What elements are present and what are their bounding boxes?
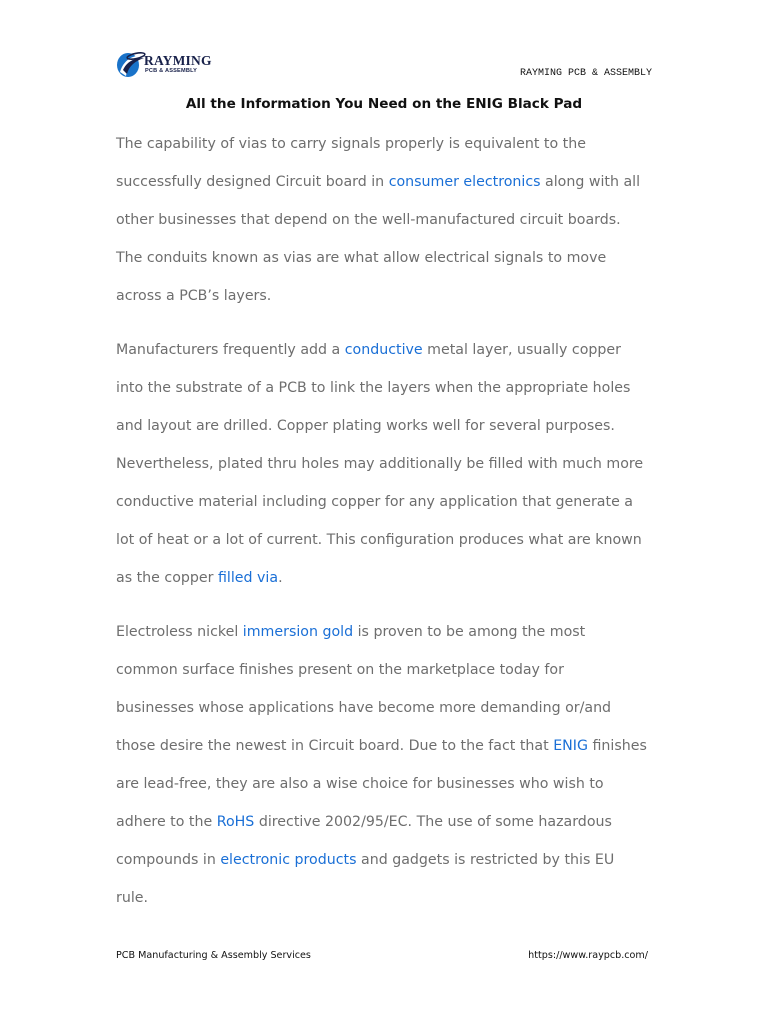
- text-line: [116, 651, 666, 689]
- inline-link[interactable]: consumer electronics: [388, 174, 541, 190]
- text-run: .: [278, 570, 283, 586]
- inline-link[interactable]: RoHS: [216, 814, 255, 830]
- text-run: rule.: [116, 890, 149, 906]
- company-logo: [114, 50, 224, 82]
- text-run: directive 2002/95/EC. The use of some hazardous: [254, 814, 612, 830]
- text-run: lot of heat or a lot of current. This configuration produces what are known: [116, 532, 642, 548]
- footer-services: PCB Manufacturing & Assembly Services: [116, 950, 311, 961]
- text-run: compounds in: [116, 852, 221, 868]
- logo-wordmark: RAYMING: [144, 53, 212, 68]
- text-run: metal layer, usually copper: [422, 342, 621, 358]
- document-title: All the Information You Need on the ENIG Black Pad: [185, 96, 583, 112]
- inline-link[interactable]: ENIG: [553, 738, 588, 754]
- paragraph: [116, 125, 666, 315]
- text-line: [116, 201, 666, 239]
- text-line: [116, 483, 666, 521]
- text-line: [116, 879, 666, 917]
- text-run: along with all: [540, 174, 641, 190]
- document-body: [116, 125, 666, 933]
- text-line: [116, 331, 666, 369]
- text-run: and gadgets is restricted by this EU: [356, 852, 615, 868]
- header-company-name: RAYMING PCB & ASSEMBLY: [519, 68, 652, 79]
- logo-swirl-icon: [114, 50, 148, 80]
- text-line: [116, 407, 666, 445]
- text-run: adhere to the: [116, 814, 217, 830]
- text-run: businesses whose applications have become more demanding or/and: [116, 700, 612, 716]
- text-run: as the copper: [116, 570, 218, 586]
- text-run: those desire the newest in Circuit board. Due to the fact that: [116, 738, 554, 754]
- text-line: [116, 803, 666, 841]
- inline-link[interactable]: electronic products: [220, 852, 357, 868]
- text-line: [116, 277, 666, 315]
- text-run: Manufacturers frequently add a: [116, 342, 345, 358]
- text-line: [116, 613, 666, 651]
- text-line: [116, 163, 666, 201]
- text-run: The conduits known as vias are what allow electrical signals to move: [116, 250, 607, 266]
- paragraph: [116, 613, 666, 917]
- text-run: finishes: [587, 738, 647, 754]
- text-run: across a PCB’s layers.: [116, 288, 272, 304]
- logo-subtitle: PCB & ASSEMBLY: [145, 68, 198, 74]
- text-run: common surface finishes present on the marketplace today for: [116, 662, 564, 678]
- text-run: are lead-free, they are also a wise choice for businesses who wish to: [116, 776, 604, 792]
- inline-link[interactable]: immersion gold: [242, 624, 354, 640]
- text-run: other businesses that depend on the well-manufactured circuit boards.: [116, 212, 621, 228]
- text-line: [116, 765, 666, 803]
- text-run: successfully designed Circuit board in: [116, 174, 389, 190]
- inline-link[interactable]: conductive: [344, 342, 423, 358]
- text-line: [116, 239, 666, 277]
- text-run: Electroless nickel: [116, 624, 243, 640]
- text-run: into the substrate of a PCB to link the layers when the appropriate holes: [116, 380, 631, 396]
- inline-link[interactable]: filled via: [217, 570, 279, 586]
- text-line: [116, 125, 666, 163]
- text-run: Nevertheless, plated thru holes may additionally be filled with much more: [116, 456, 644, 472]
- paragraph: [116, 331, 666, 597]
- text-line: [116, 445, 666, 483]
- text-line: [116, 727, 666, 765]
- footer-website-link[interactable]: https://www.raypcb.com/: [528, 950, 648, 961]
- text-line: [116, 841, 666, 879]
- text-run: conductive material including copper for any application that generate a: [116, 494, 633, 510]
- text-run: is proven to be among the most: [353, 624, 586, 640]
- text-line: [116, 559, 666, 597]
- text-line: [116, 369, 666, 407]
- text-run: The capability of vias to carry signals properly is equivalent to the: [116, 136, 586, 152]
- text-run: and layout are drilled. Copper plating works well for several purposes.: [116, 418, 615, 434]
- text-line: [116, 689, 666, 727]
- text-line: [116, 521, 666, 559]
